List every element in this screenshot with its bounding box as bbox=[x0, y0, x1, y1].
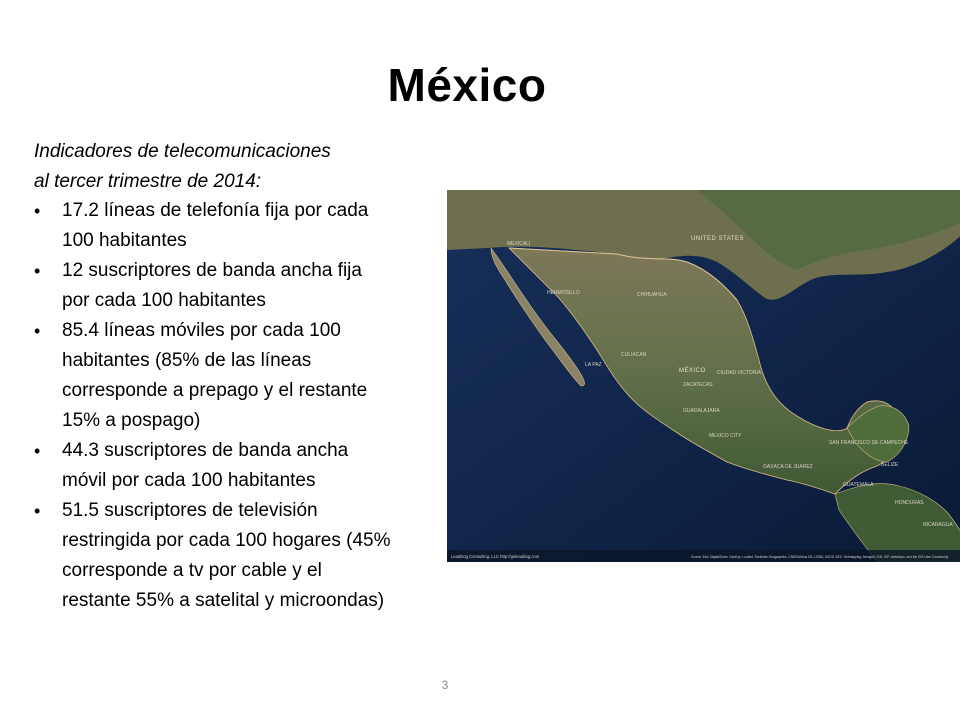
map-credit-left: LeadDog Consulting, LLC http://goleaddog.com bbox=[451, 554, 540, 559]
label-united-states: UNITED STATES bbox=[691, 236, 744, 242]
indicator-item: • 85.4 líneas móviles por cada 100 habitantes (85% de las líneas corresponde a prepago y el restante 15% a pospago) bbox=[34, 316, 394, 436]
intro-text bbox=[34, 137, 404, 197]
label-oaxaca: OAXACA DE JUAREZ bbox=[763, 464, 813, 470]
map-graphic bbox=[447, 190, 960, 562]
indicator-item: • 12 suscriptores de banda ancha fija por cada 100 habitantes bbox=[34, 256, 394, 316]
label-chihuahua: CHIHUAHUA bbox=[637, 292, 667, 298]
label-guadalajara: GUADALAJARA bbox=[683, 408, 720, 414]
label-mexico: MÉXICO bbox=[679, 368, 706, 374]
mexico-satellite-map bbox=[447, 190, 960, 562]
indicator-item: • 51.5 suscriptores de televisión restringida por cada 100 hogares (45% corresponde a tv por cable y el restante 55% a satelital y microondas) bbox=[34, 496, 394, 616]
intro-line-2: al tercer trimestre de 2014: bbox=[34, 171, 262, 192]
label-guatemala: GUATEMALA bbox=[843, 482, 874, 488]
intro-line-1: Indicadores de telecomunicaciones bbox=[34, 141, 331, 162]
slide-title: México bbox=[387, 59, 547, 111]
indicator-list bbox=[34, 196, 394, 616]
label-nicaragua: NICARAGUA bbox=[923, 522, 953, 528]
indicator-item: • 17.2 líneas de telefonía fija por cada 100 habitantes bbox=[34, 196, 394, 256]
label-mexicali: MEXICALI bbox=[507, 241, 531, 247]
indicator-item: • 44.3 suscriptores de banda ancha móvil por cada 100 habitantes bbox=[34, 436, 394, 496]
label-honduras: HONDURAS bbox=[895, 500, 924, 506]
page-number: 3 bbox=[441, 678, 449, 692]
map-credit-right: Source: Esri, DigitalGlobe, GeoEye, i-cubed, Earthstar Geographics, CNES/Airbus DS, USDA, USGS, AEX, Getmapping, Aerogrid, IGN, IGP, swisstopo, and the GIS User Community bbox=[691, 555, 949, 559]
label-belize: BELIZE bbox=[881, 462, 899, 468]
label-la-paz: LA PAZ bbox=[585, 362, 602, 368]
label-zacatecas: ZACATECAS bbox=[683, 382, 713, 388]
label-culiacan: CULIACAN bbox=[621, 352, 647, 358]
label-mexico-city: MEXICO CITY bbox=[709, 433, 742, 439]
label-hermosillo: HERMOSILLO bbox=[547, 290, 580, 296]
label-victoria: CIUDAD VICTORIA bbox=[717, 370, 762, 376]
label-campeche: SAN FRANCISCO DE CAMPECHE bbox=[829, 440, 909, 446]
